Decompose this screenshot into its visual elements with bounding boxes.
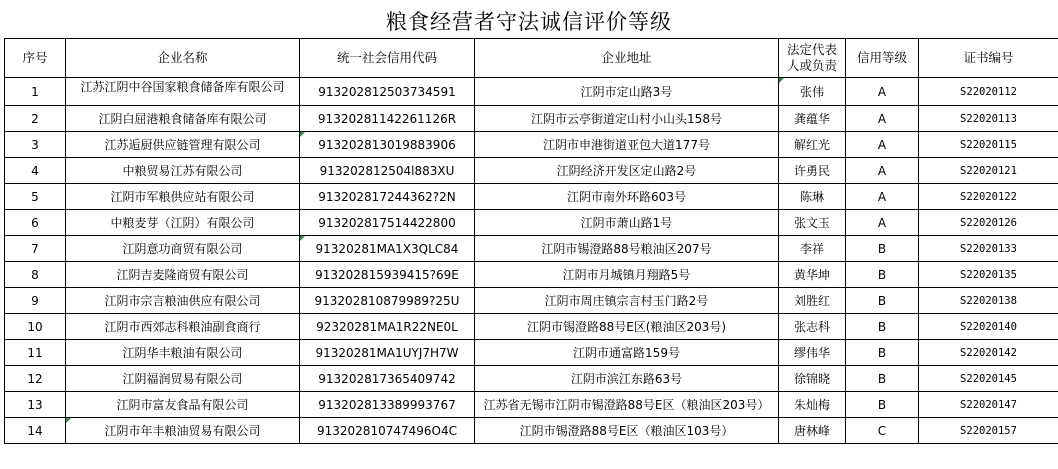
cell-name-text: 江苏江阴中谷国家粮食储备库有限公司	[80, 80, 285, 94]
cell-name[interactable]: 中粮贸易江苏有限公司	[66, 158, 300, 184]
cell-address[interactable]: 江阴市定山路3号	[475, 78, 779, 106]
header-cell[interactable]: 序号	[5, 39, 66, 78]
cell-grade[interactable]: B	[846, 392, 919, 418]
cell-rep[interactable]: 张伟	[779, 78, 846, 106]
cell-address[interactable]: 江阴市锡澄路88号E区(粮油区203号)	[475, 314, 779, 340]
cell-code[interactable]: 91320281MA1X3QLC84	[300, 236, 475, 262]
table-row	[5, 392, 1058, 418]
cell-cert[interactable]: S22020140	[919, 314, 1058, 340]
cell-no[interactable]: 10	[5, 314, 66, 340]
cell-grade[interactable]: C	[846, 418, 919, 444]
cell-grade[interactable]: B	[846, 236, 919, 262]
cell-cert[interactable]: S22020157	[919, 418, 1058, 444]
cell-code[interactable]: 913202817365409742	[300, 366, 475, 392]
cell-grade[interactable]: A	[846, 106, 919, 132]
table-row	[5, 262, 1058, 288]
cell-grade[interactable]: B	[846, 366, 919, 392]
header-cell[interactable]: 法定代表人或负责	[779, 39, 846, 78]
cell-address[interactable]: 江阴市通富路159号	[475, 340, 779, 366]
cell-code[interactable]: 913202813019883906	[300, 132, 475, 158]
cell-no[interactable]: 14	[5, 418, 66, 444]
cell-cert[interactable]: S22020126	[919, 210, 1058, 236]
cell-name[interactable]: 江阴市年丰粮油贸易有限公司	[66, 418, 300, 444]
cell-address[interactable]: 江阴市周庄镇宗言村玉门路2号	[475, 288, 779, 314]
cell-cert[interactable]: S22020138	[919, 288, 1058, 314]
table-row	[5, 314, 1058, 340]
cell-address[interactable]: 江阴市申港街道亚包大道177号	[475, 132, 779, 158]
cell-rep[interactable]: 解红光	[779, 132, 846, 158]
table-row	[5, 366, 1058, 392]
table-row	[5, 184, 1058, 210]
cell-name[interactable]: 江阴白屈港粮食储备库有限公司	[66, 106, 300, 132]
cell-name[interactable]: 江阴吉麦隆商贸有限公司	[66, 262, 300, 288]
cell-code[interactable]: 913202810879989?25U	[300, 288, 475, 314]
cell-rep[interactable]: 缪伟华	[779, 340, 846, 366]
cell-no[interactable]: 11	[5, 340, 66, 366]
header-cell[interactable]: 证书编号	[919, 39, 1058, 78]
cell-rep[interactable]: 刘胜红	[779, 288, 846, 314]
cell-address[interactable]: 江阴市云亭街道定山村小山头158号	[475, 106, 779, 132]
cell-address[interactable]: 江阴市萧山路1号	[475, 210, 779, 236]
cell-name[interactable]: 江苏逅厨供应链管理有限公司	[66, 132, 300, 158]
cell-code[interactable]: 913202810747496O4C	[300, 418, 475, 444]
cell-name[interactable]: 江阴市富友食品有限公司	[66, 392, 300, 418]
cell-rep[interactable]: 张志科	[779, 314, 846, 340]
table-row	[5, 418, 1058, 444]
cell-cert[interactable]: S22020135	[919, 262, 1058, 288]
cell-no[interactable]: 9	[5, 288, 66, 314]
rating-table	[4, 38, 1058, 444]
cell-grade[interactable]: A	[846, 158, 919, 184]
cell-address[interactable]: 江阴市南外环路603号	[475, 184, 779, 210]
cell-no[interactable]: 13	[5, 392, 66, 418]
cell-rep[interactable]: 陈琳	[779, 184, 846, 210]
cell-no[interactable]: 12	[5, 366, 66, 392]
cell-name[interactable]	[66, 78, 300, 106]
cell-address[interactable]: 江阴市月城镇月翔路5号	[475, 262, 779, 288]
header-row	[5, 39, 1058, 78]
table-row	[5, 210, 1058, 236]
table-row	[5, 106, 1058, 132]
cell-cert[interactable]: S22020121	[919, 158, 1058, 184]
cell-code[interactable]: 91320281MA1UYJ7H7W	[300, 340, 475, 366]
cell-rep[interactable]: 徐锦晓	[779, 366, 846, 392]
cell-cert[interactable]: S22020147	[919, 392, 1058, 418]
cell-rep[interactable]: 李祥	[779, 236, 846, 262]
cell-grade[interactable]: B	[846, 262, 919, 288]
header-cell[interactable]: 企业名称	[66, 39, 300, 78]
cell-name[interactable]: 江阴市西郊志科粮油副食商行	[66, 314, 300, 340]
cell-grade[interactable]: B	[846, 340, 919, 366]
table-row	[5, 158, 1058, 184]
cell-cert[interactable]: S22020113	[919, 106, 1058, 132]
cell-name[interactable]: 江阴意功商贸有限公司	[66, 236, 300, 262]
cell-code[interactable]: 913202812503734591	[300, 78, 475, 106]
cell-grade[interactable]: A	[846, 210, 919, 236]
table-row	[5, 236, 1058, 262]
cell-code[interactable]: 913202813389993767	[300, 392, 475, 418]
cell-no[interactable]: 1	[5, 78, 66, 106]
cell-grade[interactable]: A	[846, 184, 919, 210]
cell-rep[interactable]: 唐林峰	[779, 418, 846, 444]
cell-rep[interactable]: 朱灿梅	[779, 392, 846, 418]
cell-code[interactable]: 92320281MA1R22NE0L	[300, 314, 475, 340]
header-cell[interactable]: 信用等级	[846, 39, 919, 78]
cell-address[interactable]: 江阴经济开发区定山路2号	[475, 158, 779, 184]
table-row	[5, 78, 1058, 106]
cell-address[interactable]: 江苏省无锡市江阴市锡澄路88号E区（粮油区203号）	[475, 392, 779, 418]
cell-rep[interactable]: 龚蕴华	[779, 106, 846, 132]
cell-name[interactable]: 江阴市军粮供应站有限公司	[66, 184, 300, 210]
table-row	[5, 132, 1058, 158]
cell-code[interactable]: 913202812504l883XU	[300, 158, 475, 184]
cell-no[interactable]: 3	[5, 132, 66, 158]
cell-code[interactable]: 913202815939415?69E	[300, 262, 475, 288]
cell-rep[interactable]: 张文玉	[779, 210, 846, 236]
cell-rep[interactable]: 黄华坤	[779, 262, 846, 288]
cell-grade[interactable]: A	[846, 132, 919, 158]
page-title: 粮食经营者守法诚信评价等级	[386, 10, 672, 34]
cell-no[interactable]: 7	[5, 236, 66, 262]
cell-cert[interactable]: S22020145	[919, 366, 1058, 392]
cell-name[interactable]: 中粮麦芽（江阴）有限公司	[66, 210, 300, 236]
cell-name[interactable]: 江阴市宗言粮油供应有限公司	[66, 288, 300, 314]
cell-cert[interactable]: S22020122	[919, 184, 1058, 210]
cell-no[interactable]: 5	[5, 184, 66, 210]
cell-address[interactable]: 江阴市锡澄路88号粮油区207号	[475, 236, 779, 262]
cell-cert[interactable]: S22020142	[919, 340, 1058, 366]
cell-rep[interactable]: 许勇民	[779, 158, 846, 184]
cell-cert[interactable]: S22020133	[919, 236, 1058, 262]
cell-grade[interactable]: A	[846, 78, 919, 106]
cell-cert[interactable]: S22020112	[919, 78, 1058, 106]
header-cell[interactable]: 统一社会信用代码	[300, 39, 475, 78]
table-row	[5, 288, 1058, 314]
cell-grade[interactable]: B	[846, 314, 919, 340]
header-cell[interactable]: 企业地址	[475, 39, 779, 78]
cell-code[interactable]: 913202817514422800	[300, 210, 475, 236]
cell-address[interactable]: 江阴市滨江东路63号	[475, 366, 779, 392]
cell-no[interactable]: 8	[5, 262, 66, 288]
cell-no[interactable]: 2	[5, 106, 66, 132]
cell-no[interactable]: 4	[5, 158, 66, 184]
cell-code[interactable]: 913202817244362?2N	[300, 184, 475, 210]
cell-no[interactable]: 6	[5, 210, 66, 236]
cell-cert[interactable]: S22020115	[919, 132, 1058, 158]
cell-address[interactable]: 江阴市锡澄路88号E区（粮油区103号）	[475, 418, 779, 444]
cell-code[interactable]: 91320281142261126R	[300, 106, 475, 132]
cell-name[interactable]: 江阴华丰粮油有限公司	[66, 340, 300, 366]
table-row	[5, 340, 1058, 366]
cell-grade[interactable]: B	[846, 288, 919, 314]
cell-name[interactable]: 江阴福润贸易有限公司	[66, 366, 300, 392]
